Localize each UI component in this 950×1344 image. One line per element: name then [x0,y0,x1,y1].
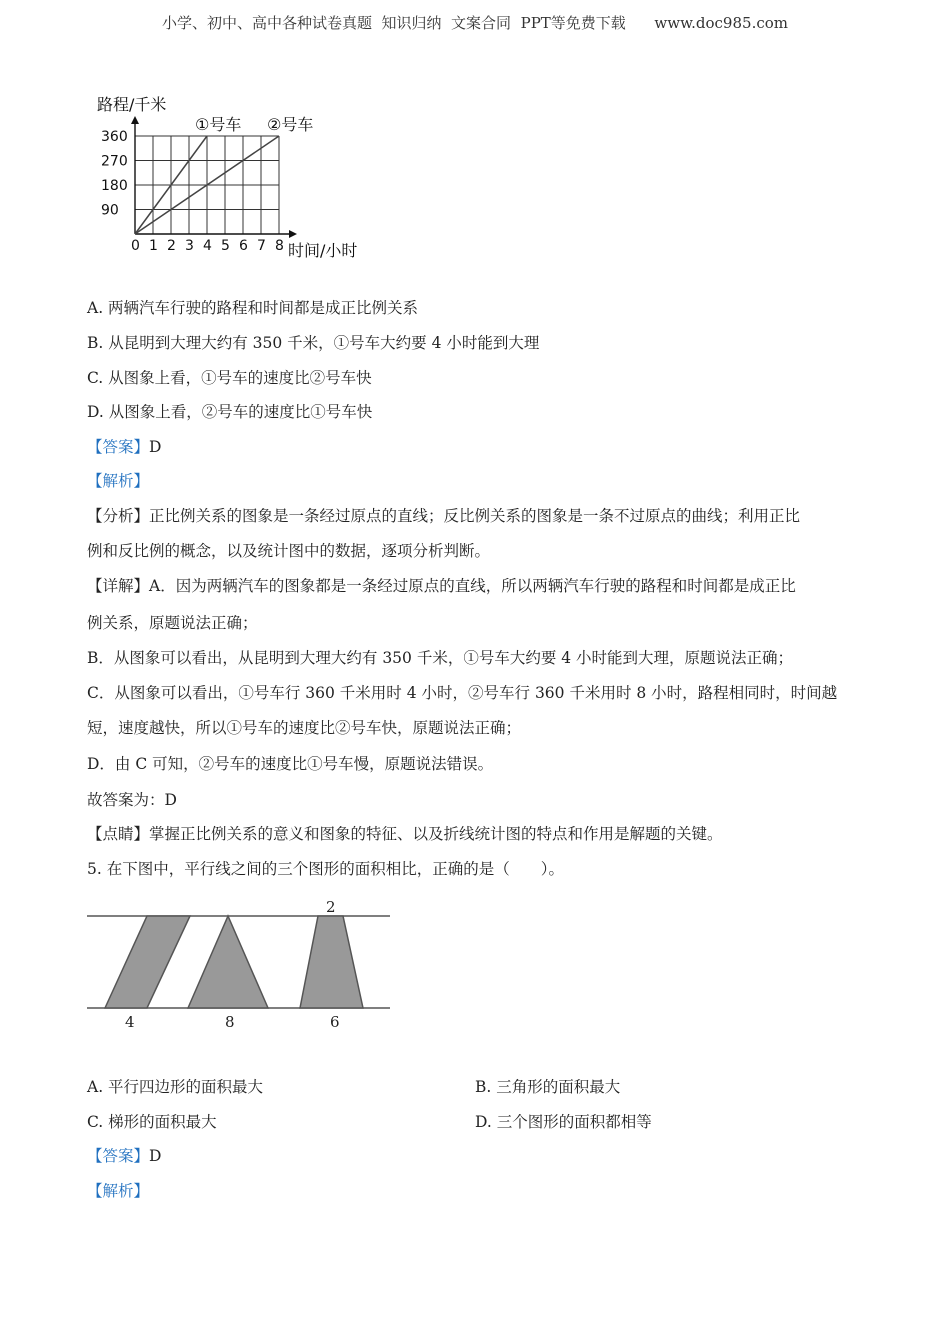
y-tick-label: 90 [101,202,119,219]
q4-conclusion: 故答案为：D [87,791,177,809]
legend-label-1: ①号车 [195,115,242,134]
q4-detail-line-1 [87,576,796,596]
x-tick-label: 8 [275,238,284,254]
q5-option-a: A. 平行四边形的面积最大 [87,1078,264,1096]
y-tick-label: 360 [101,129,128,145]
q5-option-c: C. 梯形的面积最大 [87,1113,217,1131]
parallelogram-shape [105,916,190,1008]
y-axis-arrow [131,116,139,124]
x-tick-label: 5 [221,238,230,254]
q4-detail-line-2: 例关系，原题说法正确； [87,614,258,632]
triangle-base-label: 8 [225,1013,235,1031]
x-tick-label: 1 [149,238,158,254]
parallelogram-base-label: 4 [125,1013,135,1031]
trapezoid-bottom-label: 6 [330,1013,340,1031]
chart-ticks [101,129,284,254]
trapezoid-shape [300,916,363,1008]
q4-option-b: B. 从昆明到大理大约有 350 千米，①号车大约要 4 小时能到大理 [87,334,540,352]
x-tick-label: 4 [203,238,212,254]
legend-label-2: ②号车 [267,115,314,134]
q4-analysis-heading [87,471,149,491]
detail-tag: 【详解】 [87,577,150,595]
answer-tag: 【答案】 [87,438,150,456]
distance-time-chart [95,88,375,268]
y-axis-label: 路程/千米 [97,95,167,114]
q5-answer [87,1146,161,1166]
q4-answer [87,437,161,457]
q4-detail-line-6: D．由 C 可知，②号车的速度比①号车慢，原题说法错误。 [87,755,494,773]
q4-dianjing [87,824,723,844]
parallel-shapes-figure [85,895,395,1035]
q5-option-b: B. 三角形的面积最大 [475,1078,621,1096]
q4-option-d: D. 从图象上看，②号车的速度比①号车快 [87,403,373,421]
x-tick-label: 0 [131,238,140,254]
answer-value: D [149,438,162,456]
x-tick-label: 3 [185,238,194,254]
q5-answer-tag: 【答案】 [87,1147,150,1165]
fenxi-text-1: 正比例关系的图象是一条经过原点的直线；反比例关系的图象是一条不过原点的曲线；利用正比 [149,507,801,525]
q5-stem: 5. 在下图中，平行线之间的三个图形的面积相比，正确的是（ ）。 [87,860,564,878]
q5-analysis-heading [87,1181,149,1201]
q4-fenxi-line-2: 例和反比例的概念，以及统计图中的数据，逐项分析判断。 [87,542,491,560]
y-tick-label: 180 [101,178,128,194]
q5-option-d: D. 三个图形的面积都相等 [475,1113,652,1131]
q5-answer-value: D [149,1147,162,1165]
x-axis-label: 时间/小时 [288,241,358,260]
x-tick-label: 2 [167,238,176,254]
q4-fenxi-line-1 [87,506,800,526]
fenxi-tag: 【分析】 [87,507,150,525]
triangle-shape [188,916,268,1008]
chart-legend [195,115,313,134]
y-tick-label: 270 [101,153,128,170]
q4-option-a: A. 两辆汽车行驶的路程和时间都是成正比例关系 [87,299,419,317]
dianjing-text: 掌握正比例关系的意义和图象的特征、以及折线统计图的特点和作用是解题的关键。 [149,825,723,843]
page-header: 小学、初中、高中各种试卷真题 知识归纳 文案合同 PPT等免费下载 www.doc985.com [161,14,788,32]
detail-text-1: A．因为两辆汽车的图象都是一条经过原点的直线，所以两辆汽车行驶的路程和时间都是成正比 [149,577,796,595]
x-axis-arrow [289,230,297,238]
analysis-tag: 【解析】 [87,472,150,490]
q4-detail-line-4: C．从图象可以看出，①号车行 360 千米用时 4 小时，②号车行 360 千米用时 8 小时，路程相同时，时间越 [87,684,838,702]
trapezoid-top-label: 2 [326,898,336,916]
q4-detail-line-5: 短，速度越快，所以①号车的速度比②号车快，原题说法正确； [87,719,522,737]
x-tick-label: 7 [257,238,266,254]
x-tick-label: 6 [239,238,248,254]
q5-analysis-tag: 【解析】 [87,1182,150,1200]
q4-option-c: C. 从图象上看，①号车的速度比②号车快 [87,369,372,387]
q4-detail-line-3: B．从图象可以看出，从昆明到大理大约有 350 千米，①号车大约要 4 小时能到大理，原题说法正确； [87,649,794,667]
dianjing-tag: 【点睛】 [87,825,150,843]
